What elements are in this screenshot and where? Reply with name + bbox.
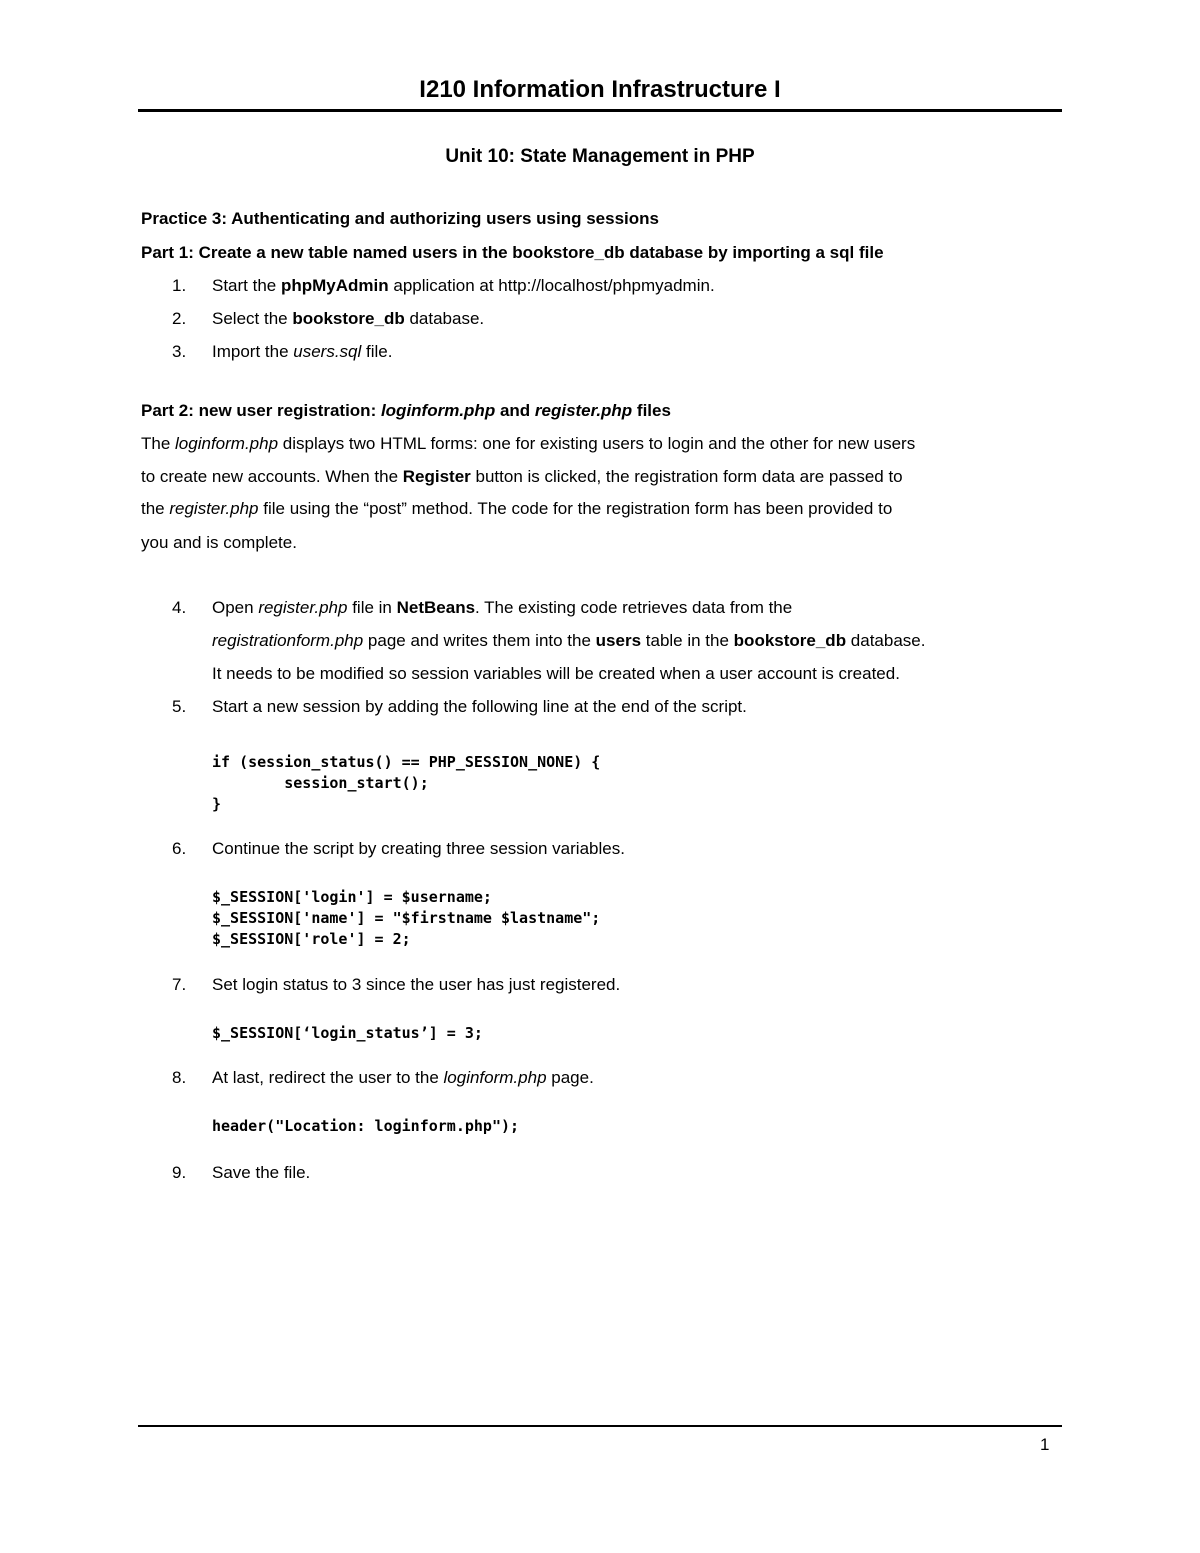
step-5-text: Start a new session by adding the following line at the end of the script. (212, 697, 747, 716)
step-5-number: 5. (172, 697, 187, 716)
header-rule (138, 109, 1062, 112)
part2-paragraph-line-4: you and is complete. (141, 533, 297, 552)
step-1-text: Start the phpMyAdmin application at http://localhost/phpmyadmin. (212, 276, 715, 295)
practice-title: Practice 3: Authenticating and authorizing users using sessions (141, 209, 659, 228)
step-8-number: 8. (172, 1068, 187, 1087)
step-1-number: 1. (172, 276, 187, 295)
step-7-code: $_SESSION[‘login_status’] = 3; (212, 1024, 483, 1042)
step-4-number: 4. (172, 598, 187, 617)
step-3-text: Import the users.sql file. (212, 342, 393, 361)
part1-title: Part 1: Create a new table named users in the bookstore_db database by importing a sql file (141, 243, 884, 262)
part2-paragraph-line-3: the register.php file using the “post” method. The code for the registration form has been provided to (141, 499, 893, 518)
step-6-number: 6. (172, 839, 187, 858)
step-9-number: 9. (172, 1163, 187, 1182)
step-6-code: $_SESSION['login'] = $username; $_SESSION['name'] = "$firstname $lastname"; $_SESSION['role'] = 2; (212, 888, 601, 948)
step-9-text: Save the file. (212, 1163, 311, 1182)
step-6-text: Continue the script by creating three session variables. (212, 839, 625, 858)
part2-paragraph-line-1: The loginform.php displays two HTML forms: one for existing users to login and the other for new users (141, 434, 916, 453)
step-2-text: Select the bookstore_db database. (212, 309, 485, 328)
step-8-code: header("Location: loginform.php"); (212, 1117, 520, 1135)
step-4-line-3: It needs to be modified so session variables will be created when a user account is created. (212, 664, 900, 683)
step-2-number: 2. (172, 309, 187, 328)
step-8-text: At last, redirect the user to the loginform.php page. (212, 1068, 594, 1087)
step-7-number: 7. (172, 975, 187, 994)
footer-rule (138, 1425, 1062, 1427)
step-4-line-1: Open register.php file in NetBeans. The existing code retrieves data from the (212, 598, 793, 617)
step-5-code: if (session_status() == PHP_SESSION_NONE) { session_start(); } (212, 753, 601, 813)
part2-paragraph-line-2: to create new accounts. When the Register button is clicked, the registration form data are passed to (141, 467, 903, 486)
step-4-line-2: registrationform.php page and writes them into the users table in the bookstore_db database. (212, 631, 926, 650)
page-header-title: I210 Information Infrastructure I (419, 76, 781, 103)
step-7-text: Set login status to 3 since the user has just registered. (212, 975, 621, 994)
page-number: 1 (1040, 1435, 1050, 1454)
part2-title: Part 2: new user registration: loginform.php and register.php files (141, 401, 671, 420)
unit-title: Unit 10: State Management in PHP (445, 146, 755, 167)
step-3-number: 3. (172, 342, 187, 361)
